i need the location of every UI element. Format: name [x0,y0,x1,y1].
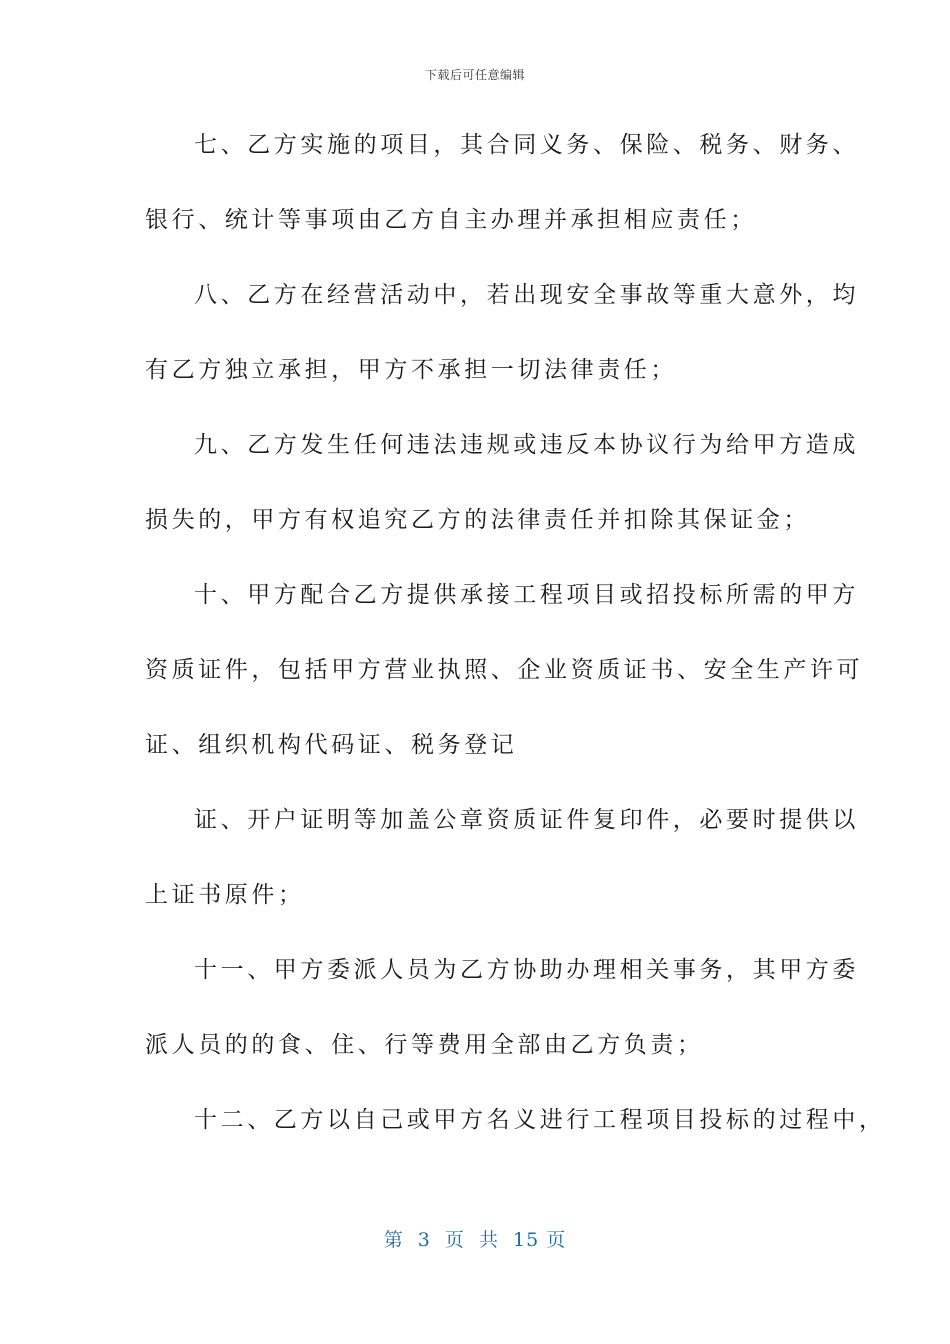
page-word: 页 [444,1229,465,1251]
paragraph-line: 资质证件，包括甲方营业执照、企业资质证书、安全生产许可 [145,657,864,683]
paragraph-line: 证、开户证明等加盖公章资质证件复印件，必要时提供以 [194,807,859,833]
page-number-footer [0,1225,950,1252]
document-body [145,120,886,1170]
page-current: 3 [417,1229,431,1251]
paragraph-line: 七、乙方实施的项目，其合同义务、保险、税务、财务、 [194,132,859,158]
page-prefix: 第 [383,1229,404,1251]
header-note: 下载后可任意编辑 [424,68,525,82]
paragraph-line: 九、乙方发生任何违法违规或违反本协议行为给甲方造成 [194,432,859,458]
paragraph-line: 上证书原件； [145,882,305,908]
paragraph-line: 派人员的的食、住、行等费用全部由乙方负责； [145,1032,704,1058]
paragraph-line: 十二、乙方以自己或甲方名义进行工程项目投标的过程中， [194,1107,886,1133]
page-total: 15 [513,1229,540,1251]
paragraph-line: 十、甲方配合乙方提供承接工程项目或招投标所需的甲方 [194,582,859,608]
paragraph-line: 有乙方独立承担，甲方不承担一切法律责任； [145,357,677,383]
paragraph-line: 银行、统计等事项由乙方自主办理并承担相应责任； [145,207,757,233]
paragraph-line: 十一、甲方委派人员为乙方协助办理相关事务，其甲方委 [194,957,859,983]
paragraph-line: 损失的，甲方有权追究乙方的法律责任并扣除其保证金； [145,507,810,533]
paragraph-line: 证、组织机构代码证、税务登记 [145,732,518,758]
total-suffix: 页 [546,1229,567,1251]
paragraph-line: 八、乙方在经营活动中，若出现安全事故等重大意外，均 [194,282,859,308]
total-prefix: 共 [478,1229,499,1251]
